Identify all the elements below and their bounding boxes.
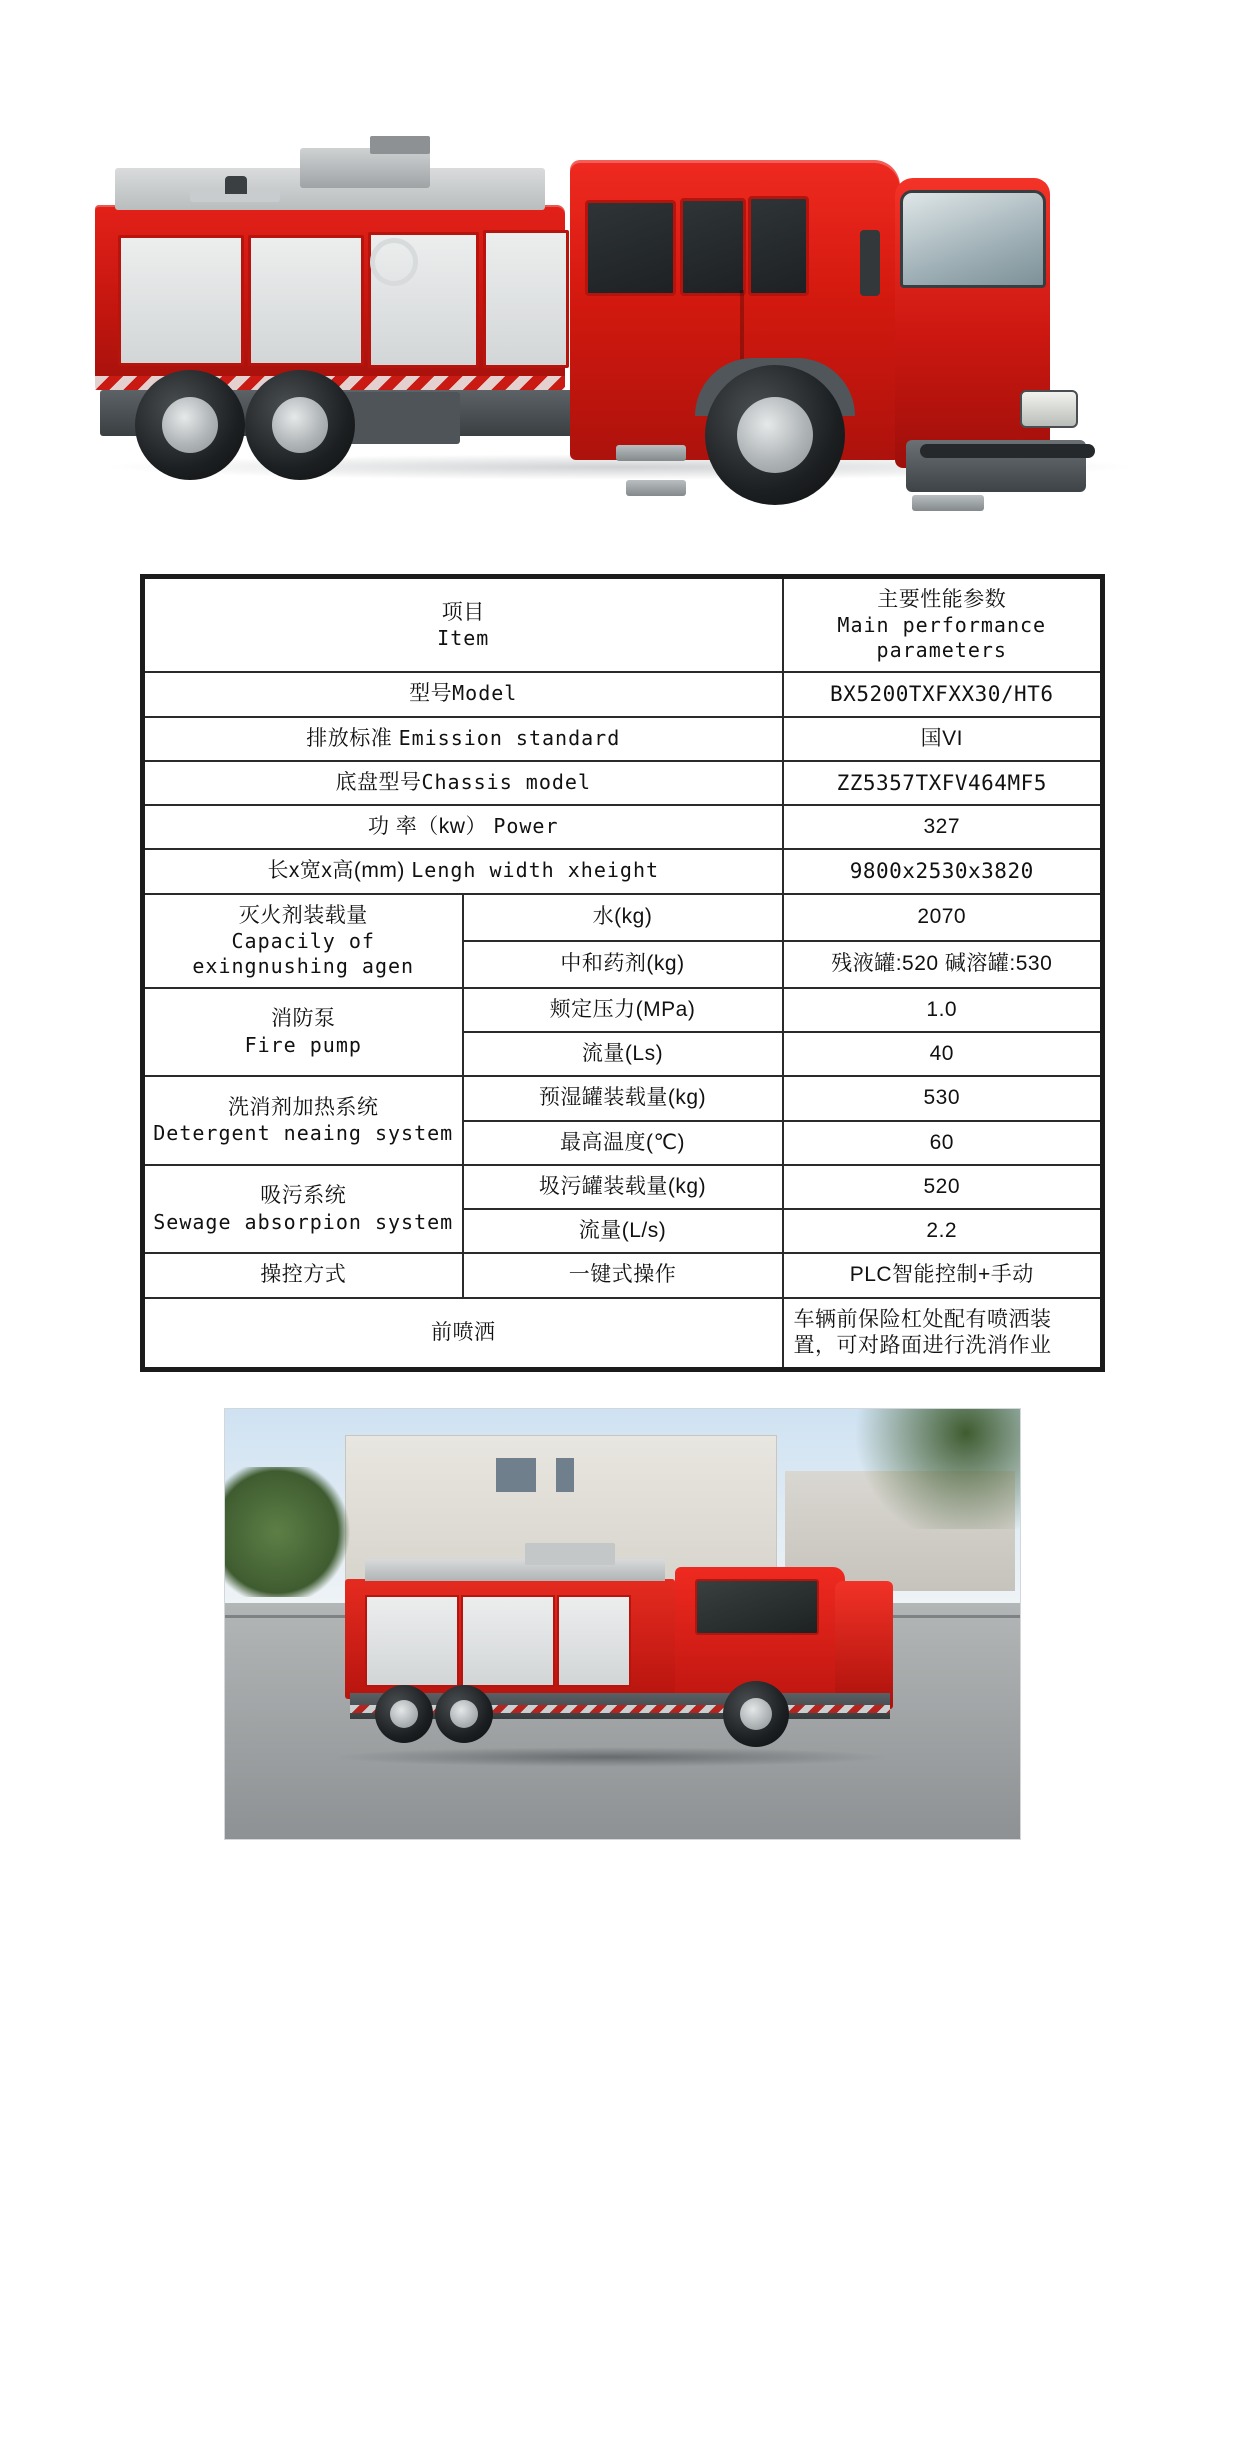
photo-trees-left bbox=[225, 1467, 355, 1597]
beacon-light-icon bbox=[225, 176, 247, 194]
row-value: 530 bbox=[783, 1076, 1103, 1120]
wheel-rim bbox=[272, 397, 328, 453]
photo-roof-equipment bbox=[525, 1543, 615, 1565]
row-value: 520 bbox=[783, 1165, 1103, 1209]
wheel-rim bbox=[737, 397, 813, 473]
photo-vehicle-shadow bbox=[330, 1747, 890, 1767]
table-row-emission bbox=[143, 717, 1103, 761]
group-label bbox=[143, 988, 463, 1077]
headlight-icon bbox=[1020, 390, 1078, 428]
table-row-pump-pressure bbox=[143, 988, 1103, 1032]
group-label-cn: 灭火剂装载量 bbox=[238, 903, 368, 927]
photo-trees-right bbox=[840, 1409, 1020, 1529]
photo-rear-wheel bbox=[435, 1685, 493, 1743]
side-step bbox=[616, 445, 686, 461]
row-value: 60 bbox=[783, 1121, 1103, 1165]
hero-product-image bbox=[0, 0, 1245, 560]
row-label-en: Chassis model bbox=[421, 769, 592, 794]
front-spray-label: 前喷洒 bbox=[143, 1298, 783, 1370]
control-label: 操控方式 bbox=[143, 1253, 463, 1297]
photo-front-wheel bbox=[723, 1681, 789, 1747]
photo-wheel-rim bbox=[390, 1700, 418, 1728]
photo-locker-panel bbox=[557, 1595, 631, 1687]
row-label bbox=[143, 672, 783, 716]
row-label-cn: 长x宽x高(mm) bbox=[267, 859, 405, 883]
sub-label: 流量(Ls) bbox=[463, 1032, 783, 1076]
bull-bar bbox=[920, 444, 1095, 458]
vehicle-side-photo bbox=[224, 1408, 1021, 1840]
rear-wheel bbox=[135, 370, 245, 480]
row-label-en: Power bbox=[493, 814, 559, 838]
row-value: ZZ5357TXFV464MF5 bbox=[783, 761, 1103, 805]
sub-label: 圾污罐装载量(kg) bbox=[463, 1165, 783, 1209]
group-label-en: Sewage absorpion system bbox=[153, 1209, 454, 1234]
row-value: BX5200TXFXX30/HT6 bbox=[783, 672, 1103, 716]
locker-panel bbox=[248, 235, 364, 366]
front-step bbox=[912, 495, 984, 511]
row-value: 2070 bbox=[783, 894, 1103, 941]
group-label bbox=[143, 1076, 463, 1165]
photo-cab-front bbox=[835, 1581, 893, 1709]
sub-label: 中和药剂(kg) bbox=[463, 941, 783, 988]
table-row-sewage-capacity bbox=[143, 1165, 1103, 1209]
rear-equipment-box bbox=[340, 392, 460, 444]
row-value: 327 bbox=[783, 805, 1103, 849]
header-item-cn: 项目 bbox=[441, 600, 485, 624]
table-row-dimensions bbox=[143, 849, 1103, 893]
photo-building-window bbox=[496, 1458, 536, 1492]
row-value: 国VI bbox=[783, 717, 1103, 761]
roof-vent-icon bbox=[370, 136, 430, 154]
control-mode: 一键式操作 bbox=[463, 1253, 783, 1297]
photo-rear-body-top bbox=[365, 1559, 665, 1581]
roof-equipment bbox=[300, 148, 430, 188]
group-label bbox=[143, 894, 463, 988]
row-value: 2.2 bbox=[783, 1209, 1103, 1253]
sub-label: 流量(L/s) bbox=[463, 1209, 783, 1253]
group-label-cn: 吸污系统 bbox=[260, 1184, 347, 1208]
cab-window bbox=[680, 198, 746, 296]
group-label bbox=[143, 1165, 463, 1254]
row-label-cn: 底盘型号 bbox=[335, 770, 422, 794]
row-label-en: Emission standard bbox=[398, 725, 621, 750]
row-label-en: Model bbox=[452, 681, 518, 706]
rear-wheel bbox=[245, 370, 355, 480]
sub-label: 预湿罐装载量(kg) bbox=[463, 1076, 783, 1120]
group-label-en: Fire pump bbox=[244, 1032, 362, 1057]
photo-wheel-rim bbox=[450, 1700, 478, 1728]
table-row-front-spray bbox=[143, 1298, 1103, 1370]
row-label-en: Lengh width xheight bbox=[411, 858, 660, 883]
hose-reel-icon bbox=[370, 238, 418, 286]
control-value: PLC智能控制+手动 bbox=[783, 1253, 1103, 1297]
row-label bbox=[143, 717, 783, 761]
locker-panel bbox=[118, 235, 244, 366]
table-row-power bbox=[143, 805, 1103, 849]
row-value: 1.0 bbox=[783, 988, 1103, 1032]
sub-label: 水(kg) bbox=[463, 894, 783, 941]
front-spray-value: 车辆前保险杠处配有喷洒装置，可对路面进行洗消作业 bbox=[783, 1298, 1103, 1370]
row-label bbox=[143, 805, 783, 849]
sub-label: 颊定压力(MPa) bbox=[463, 988, 783, 1032]
header-param-en: Main performance parameters bbox=[837, 613, 1047, 663]
table-row-chassis bbox=[143, 761, 1103, 805]
header-param-cn: 主要性能参数 bbox=[877, 588, 1007, 611]
photo-rear-wheel bbox=[375, 1685, 433, 1743]
table-header-row bbox=[143, 577, 1103, 673]
photo-wheel-rim bbox=[740, 1698, 772, 1730]
row-value: 9800x2530x3820 bbox=[783, 849, 1103, 893]
row-value: 40 bbox=[783, 1032, 1103, 1076]
table-row-agent-water bbox=[143, 894, 1103, 941]
group-label-en: Detergent neaing system bbox=[153, 1121, 454, 1146]
side-mirror-icon bbox=[860, 230, 880, 296]
photo-locker-panel bbox=[365, 1595, 459, 1687]
header-item-en: Item bbox=[437, 625, 490, 650]
table-row-control bbox=[143, 1253, 1103, 1297]
row-label-cn: 型号 bbox=[409, 682, 453, 706]
sub-label: 最高温度(℃) bbox=[463, 1121, 783, 1165]
fire-truck-illustration bbox=[40, 40, 1210, 520]
photo-building-window bbox=[556, 1458, 574, 1492]
front-wheel bbox=[705, 365, 845, 505]
header-item-cell bbox=[143, 577, 783, 673]
cab-window bbox=[748, 196, 809, 296]
row-label bbox=[143, 761, 783, 805]
header-param-cell bbox=[783, 577, 1103, 673]
row-value: 残液罐:520 碱溶罐:530 bbox=[783, 941, 1103, 988]
spec-table bbox=[140, 574, 1105, 1372]
table-row-detergent-capacity bbox=[143, 1076, 1103, 1120]
table-row-model bbox=[143, 672, 1103, 716]
row-label bbox=[143, 849, 783, 893]
group-label-cn: 洗消剂加热系统 bbox=[228, 1095, 379, 1119]
photo-cab-window bbox=[695, 1579, 819, 1635]
locker-panel bbox=[483, 230, 569, 368]
wheel-rim bbox=[162, 397, 218, 453]
spec-table-section bbox=[0, 560, 1245, 1382]
windshield bbox=[900, 190, 1046, 288]
row-label-cn: 排放标准 bbox=[306, 726, 393, 750]
group-label-en: Capacily of exingnushing agen bbox=[192, 928, 415, 978]
row-label-cn: 功 率（kw） bbox=[367, 815, 487, 838]
side-step bbox=[626, 480, 686, 496]
cab-window bbox=[585, 200, 676, 296]
bottom-photo-section bbox=[0, 1382, 1245, 1840]
group-label-cn: 消防泵 bbox=[271, 1007, 336, 1031]
photo-locker-panel bbox=[461, 1595, 555, 1687]
